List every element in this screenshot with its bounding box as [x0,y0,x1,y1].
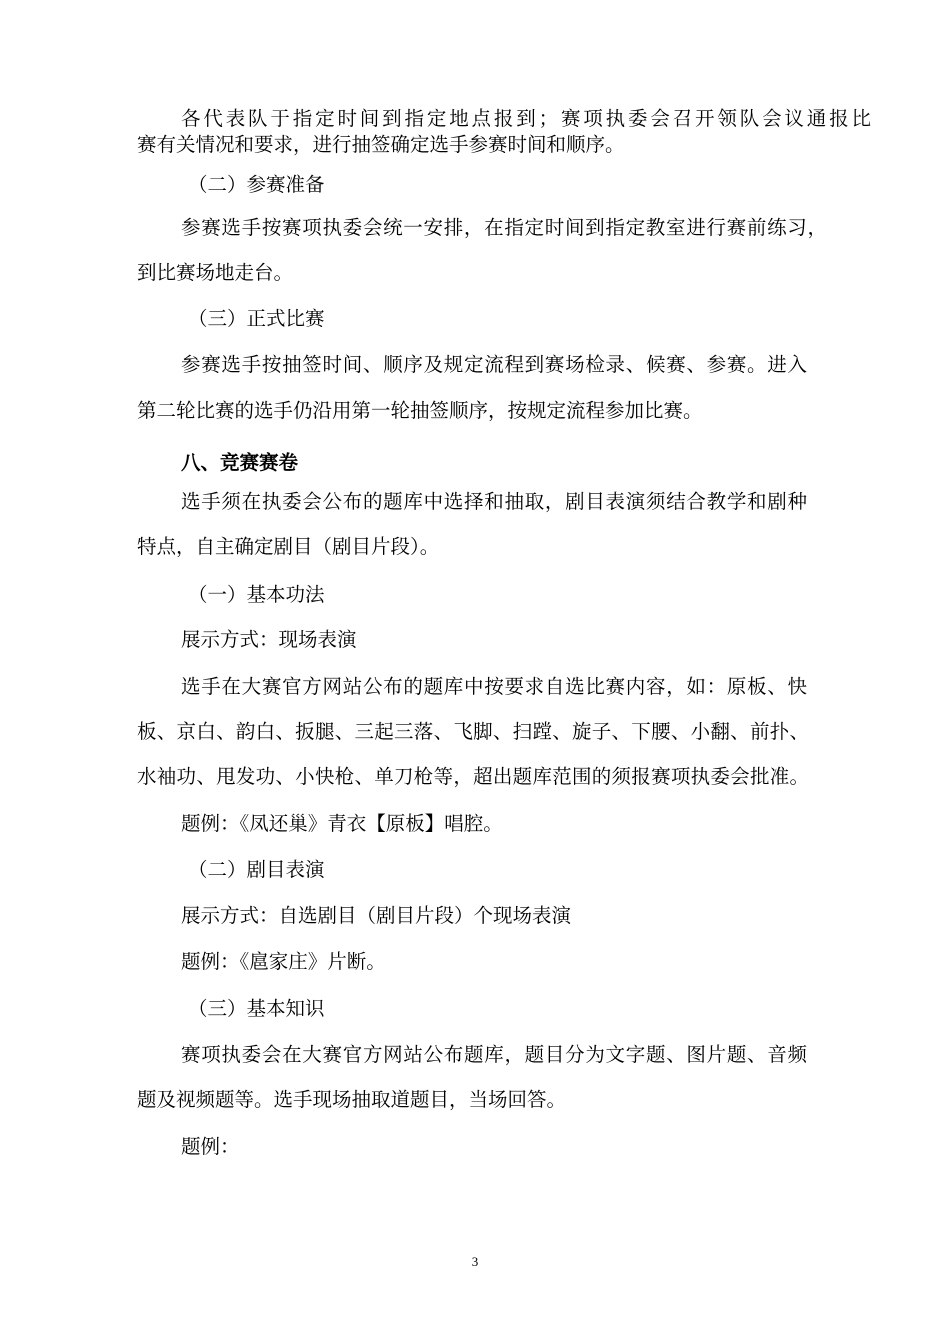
paragraph-line: 题例：《扈家庄》片断。 [181,950,386,973]
paragraph-line: 水袖功、甩发功、小快枪、单刀枪等，超出题库范围的须报赛项执委会批准。 [137,765,809,788]
paragraph-line: 题例：《凤还巢》青衣【原板】唱腔。 [181,812,503,835]
paragraph-line: 选手在大赛官方网站公布的题库中按要求自选比赛内容，如：原板、快 [181,675,807,698]
paragraph-line: 板、京白、韵白、扳腿、三起三落、飞脚、扫蹚、旋子、下腰、小翻、前扑、 [137,720,809,743]
paragraph-line: 展示方式：自选剧目（剧目片段）个现场表演 [181,904,572,927]
section-heading: （一）基本功法 [188,583,325,606]
page-number: 3 [471,1254,479,1269]
paragraph-line: 到比赛场地走台。 [137,261,294,284]
chapter-heading: 八、竞赛赛卷 [181,451,299,474]
paragraph-line: 赛项执委会在大赛官方网站公布题库，题目分为文字题、图片题、音频 [181,1043,807,1066]
paragraph-line: 选手须在执委会公布的题库中选择和抽取，剧目表演须结合教学和剧种 [181,490,807,513]
paragraph-line: 参赛选手按赛项执委会统一安排，在指定时间到指定教室进行赛前练习， [181,216,827,239]
paragraph-line: 赛有关情况和要求，进行抽签确定选手参赛时间和顺序。 [137,133,625,156]
section-heading: （三）基本知识 [188,997,325,1020]
paragraph-line: 第二轮比赛的选手仍沿用第一轮抽签顺序，按规定流程参加比赛。 [137,399,703,422]
paragraph-line: 参赛选手按抽签时间、顺序及规定流程到赛场检录、候赛、参赛。进入 [181,353,807,376]
paragraph-line: 题及视频题等。选手现场抽取道题目，当场回答。 [137,1088,567,1111]
paragraph-line: 题例： [181,1135,240,1158]
paragraph-line: 展示方式：现场表演 [181,628,357,651]
section-heading: （三）正式比赛 [188,307,325,330]
paragraph-line: 各代表队于指定时间到指定地点报到；赛项执委会召开领队会议通报比 [181,107,871,130]
section-heading: （二）剧目表演 [188,858,325,881]
paragraph-line: 特点，自主确定剧目（剧目片段）。 [137,535,440,558]
section-heading: （二）参赛准备 [188,173,325,196]
